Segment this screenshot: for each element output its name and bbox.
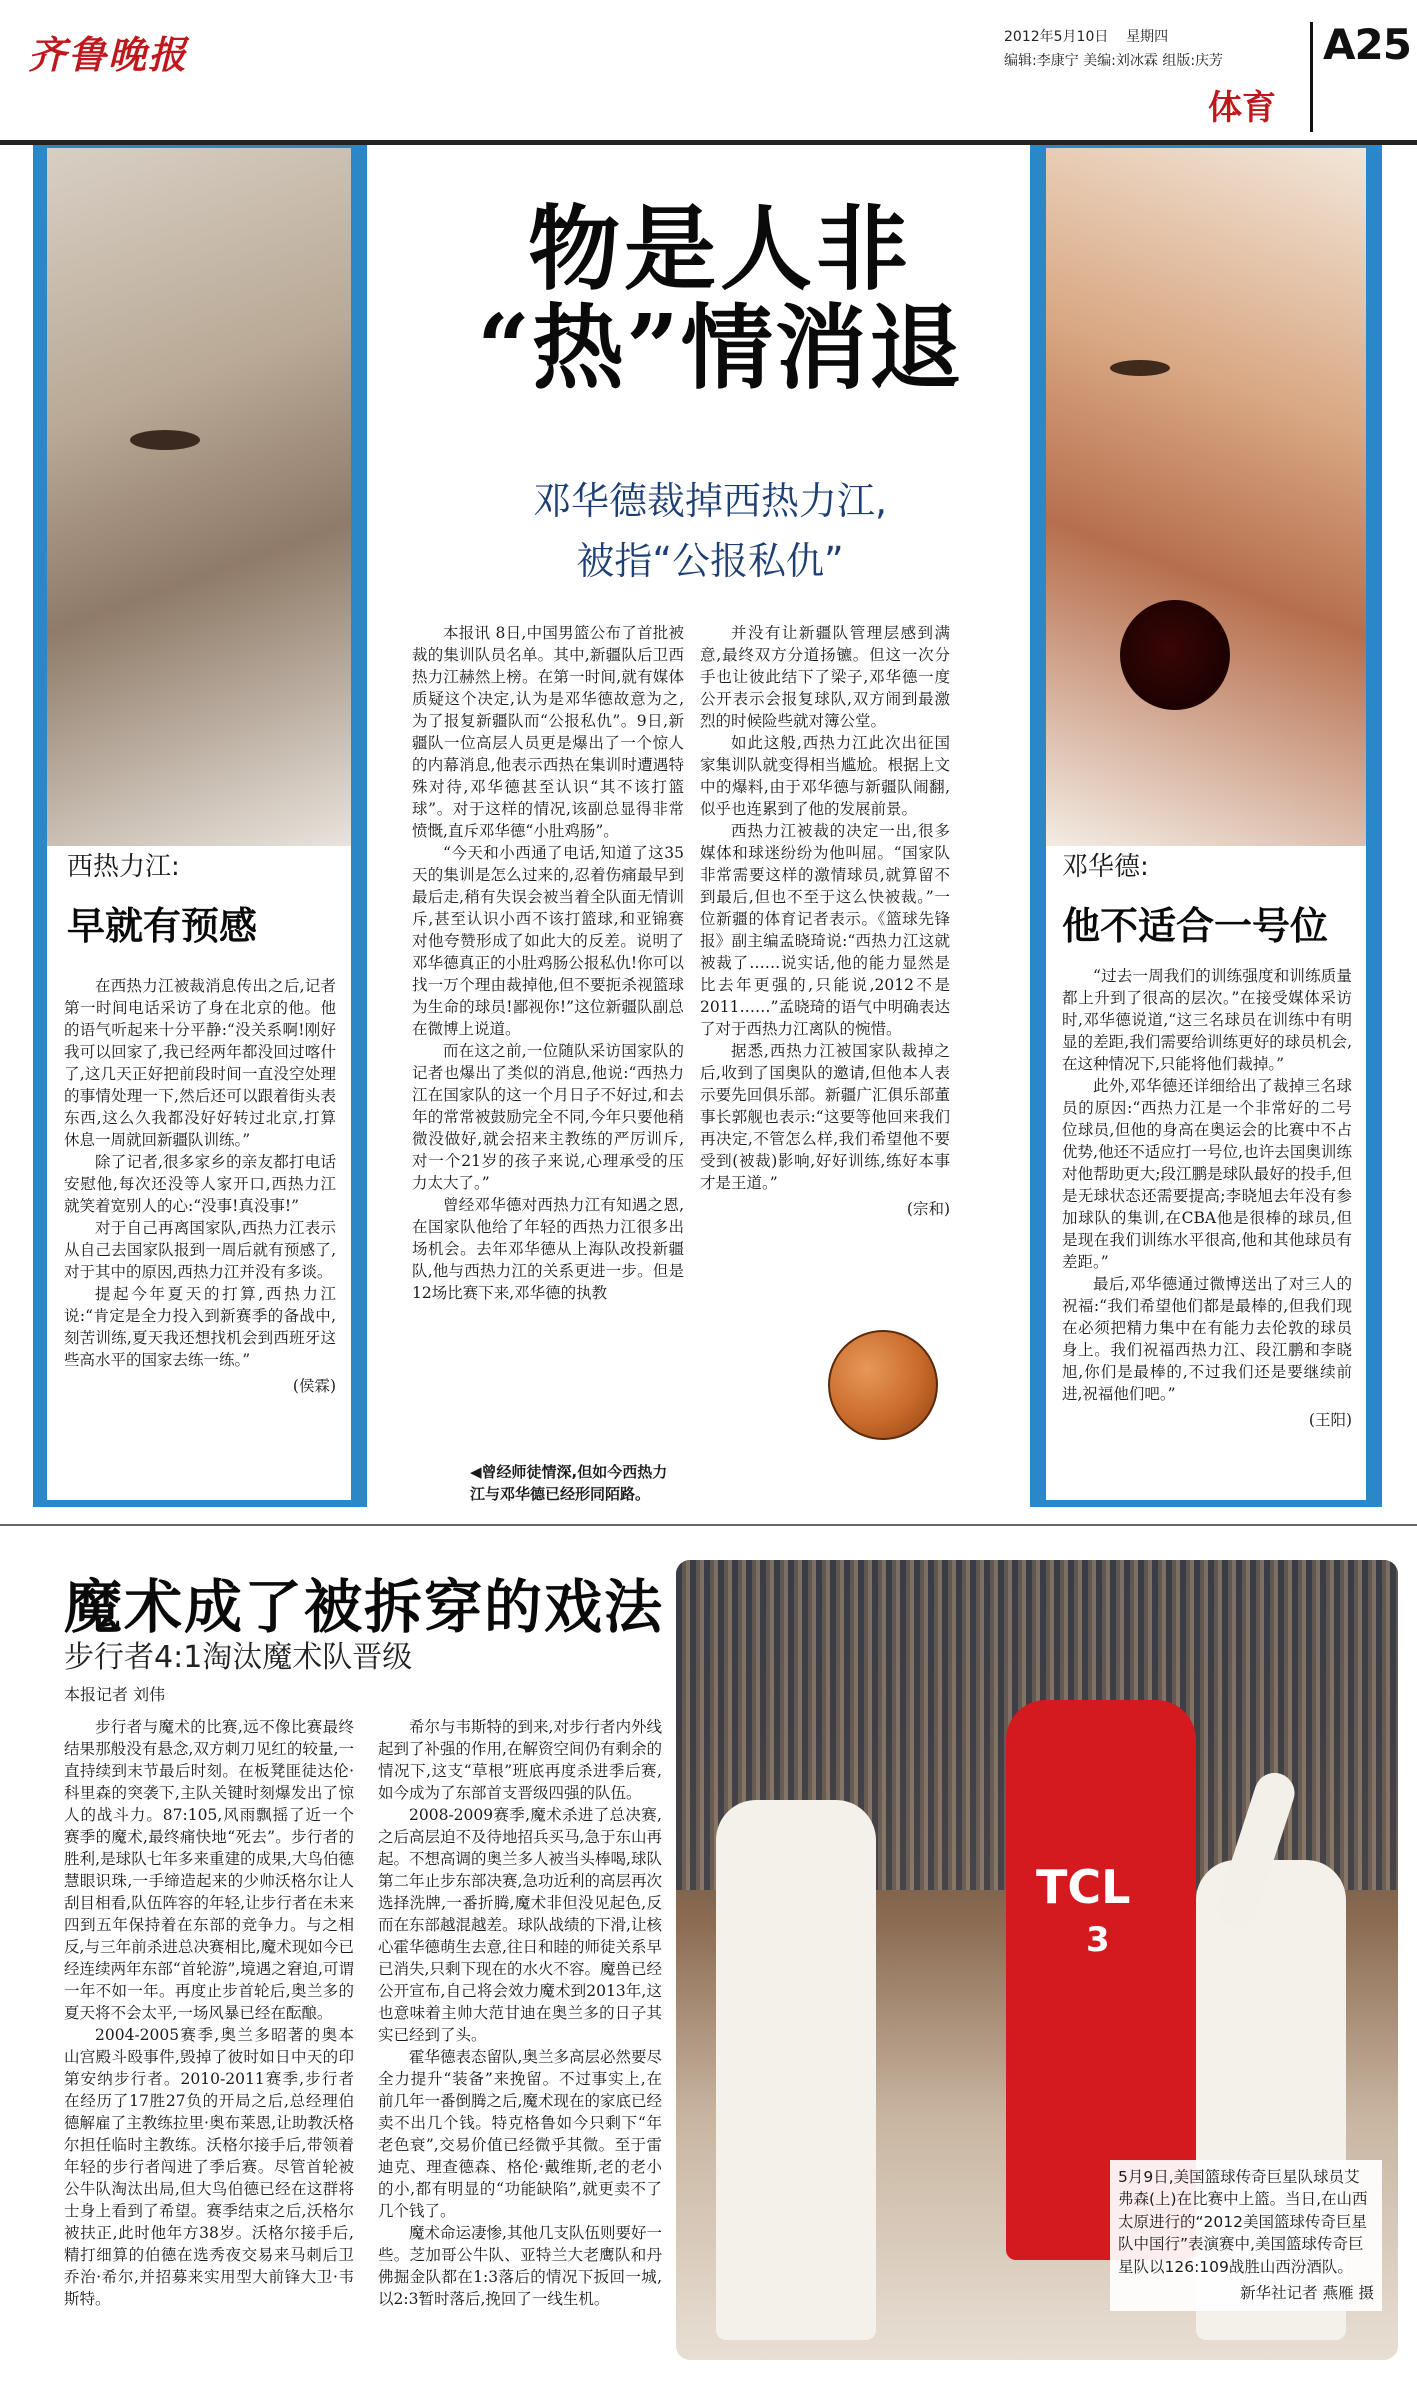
bottom-subheadline: 步行者4:1淘汰魔术队晋级 — [64, 1640, 413, 1675]
bottom-col-2 — [378, 1716, 662, 2310]
side-quote: 早就有预感 — [67, 904, 258, 948]
photo-player — [716, 1800, 876, 2340]
subheadline-line-2: 被指“公报私仇” — [576, 539, 844, 583]
jersey-number: 3 — [1086, 1920, 1110, 1960]
paragraph: 希尔与韦斯特的到来,对步行者内外线起到了补强的作用,在解资空间仍有剩余的情况下,这支“草根”班底再度杀进季后赛,如今成为了东部首支晋级四强的队伍。 — [378, 1718, 662, 1802]
paragraph: 魔术命运凄惨,其他几支队伍则要好一些。芝加哥公牛队、亚特兰大老鹰队和丹佛掘金队都在1:3落后的情况下扳回一城,以2:3暂时落后,挽回了一线生机。 — [378, 2224, 662, 2308]
left-side-body — [64, 975, 336, 1397]
section-name: 体育 — [1208, 88, 1276, 128]
bottom-headline: 魔术成了被拆穿的戏法 — [64, 1573, 665, 1641]
left-side-header — [47, 846, 351, 950]
photo-deng-huade — [1046, 148, 1366, 846]
paragraph: 2004-2005赛季,奥兰多昭著的奥本山宫殿斗殴事件,毁掉了彼时如日中天的印第安纳步行者。2010-2011赛季,步行者在经历了17胜27负的开局之后,总经理伯德解雇了主教练拉里·奥布莱恩,让助教沃格尔担任临时主教练。沃格尔接手后,带领着年轻的步行者闯进了季后赛。尽管首轮被公牛队淘汰出局,但大鸟伯德已经在这群将士身上看到了希望。赛季结束之后,沃格尔被扶正,此时他年方38岁。沃格尔接手后,精打细算的伯德在选秀夜交易来马刺后卫乔治·希尔,并招募来实用型大前锋大卫·韦斯特。 — [64, 2026, 354, 2308]
paragraph: 最后,邓华德通过微博送出了对三人的祝福:“我们希望他们都是最棒的,但我们现在必须把精力集中在有能力去伦敦的球员身上。我们祝福西热力江、段江鹏和李晓旭,你们是最棒的,不过我们还是要继续前进,祝福他们吧。” — [1062, 1275, 1352, 1403]
basketball-icon — [828, 1330, 938, 1440]
editors-line: 编辑:李康宁 美编:刘冰霖 组版:庆芳 — [1004, 53, 1224, 69]
weekday: 星期四 — [1126, 29, 1169, 45]
paragraph: “今天和小西通了电话,知道了这35天的集训是怎么过来的,忍着伤痛最早到最后走,稍有失误会被当着全队面无情训斥,甚至认识小西不该打篮球,和亚锦赛对他夸赞形成了如此大的反差。说明了邓华德真正的小肚鸡肠公报私仇!你可以找一万个理由裁掉他,但不要扼杀视篮球为生命的球员!鄙视你!”这位新疆队副总在微博上说道。 — [412, 844, 684, 1038]
newspaper-logo: 齐鲁晚报 — [28, 32, 189, 77]
dateline — [1004, 26, 1168, 46]
main-headline — [420, 195, 1020, 403]
paragraph: 如此这般,西热力江此次出征国家集训队就变得相当尴尬。根据上文中的爆料,由于邓华德与新疆队闹翻,似乎也连累到了他的发展前景。 — [700, 734, 950, 818]
paragraph: 并没有让新疆队管理层感到满意,最终双方分道扬镳。但这一次分手也让彼此结下了梁子,邓华德一度公开表示会报复球队,双方闹到最激烈的时候险些就对簿公堂。 — [700, 624, 950, 730]
paragraph: 据悉,西热力江被国家队裁掉之后,收到了国奥队的邀请,但他本人表示要先回俱乐部。新疆广汇俱乐部董事长郭舰也表示:“这要等他回来我们再决定,不管怎么样,我们希望他不要受到(被裁)影响,好好训练,练好本事才是王道。” — [700, 1042, 950, 1192]
headline-line-1: 物是人非 — [527, 195, 912, 303]
paragraph: 曾经邓华德对西热力江有知遇之恩,在国家队他给了年轻的西热力江很多出场机会。去年邓华德从上海队改投新疆队,他与西热力江的关系更进一步。但是12场比赛下来,邓华德的执教 — [412, 1196, 684, 1302]
paragraph: 本报讯 8日,中国男篮公布了首批被裁的集训队员名单。其中,新疆队后卫西热力江赫然上榜。在第一时间,就有媒体质疑这个决定,认为是邓华德故意为之,为了报复新疆队而“公报私仇”。9日,新疆队一位高层人员更是爆出了一个惊人的内幕消息,他表示西热在集训时遭遇特殊对待,邓华德甚至认识“其不该打篮球”。对于这样的情况,该副总显得非常愤慨,直斥邓华德“小肚鸡肠”。 — [412, 624, 684, 840]
bottom-byline: 本报记者 刘伟 — [64, 1685, 166, 1704]
jersey-brand: TCL — [1036, 1860, 1131, 1914]
subheadline-line-1: 邓华德裁掉西热力江, — [532, 479, 888, 523]
side-name: 西热力江: — [67, 852, 180, 882]
paragraph: 步行者与魔术的比赛,远不像比赛最终结果那般没有悬念,双方刺刀见红的较量,一直持续到末节最后时刻。在板凳匪徒达伦·科里森的突袭下,主队关键时刻爆发出了惊人的战斗力。87:105,风雨飘摇了近一个赛季的魔术,最终痛快地“死去”。步行者的胜利,是球队七年多来重建的成果,大鸟伯德慧眼识珠,一手缔造起来的少帅沃格尔让人刮目相看,队伍阵容的年轻,让步行者在未来四到五年保持着在东部的竞争力。与之相反,与三年前杀进总决赛相比,魔术现如今已经连续两年东部“首轮游”,境遇之窘迫,可谓一年不如一年。再度止步首轮后,奥兰多的夏天将不会太平,一场风暴已经在酝酿。 — [64, 1718, 354, 2022]
bottom-col-1 — [64, 1716, 354, 2310]
paragraph: 2008-2009赛季,魔术杀进了总决赛,之后高层迫不及待地招兵买马,急于东山再起。不想高调的奥兰多人被当头棒喝,球队第二年止步东部决赛,急功近利的高层再次选择洗牌,一番折腾,魔术非但没见起色,反而在东部越混越差。球队战绩的下滑,让核心霍华德萌生去意,往日和睦的师徒关系早已消失,只剩下现在的水火不容。魔兽已经公开宣布,自己将会效力魔术到2013年,这也意味着主帅大范甘迪在奥兰多的日子其实已经到了头。 — [378, 1806, 662, 2044]
photo-detail — [1120, 600, 1230, 710]
photo-xireli — [47, 148, 351, 846]
photo-detail — [130, 430, 200, 450]
paragraph: 提起今年夏天的打算,西热力江说:“肯定是全力投入到新赛季的备战中,刻苦训练,夏天我还想找机会到西班牙这些高水平的国家去练一练。” — [64, 1285, 336, 1369]
caption-text: 5月9日,美国篮球传奇巨星队球员艾弗森(上)在比赛中上篮。当日,在山西太原进行的“2012美国篮球传奇巨星队中国行”表演赛中,美国篮球传奇巨星队以126:109战胜山西汾酒队。 — [1118, 2168, 1368, 2276]
photo-credit: 新华社记者 燕雁 摄 — [1240, 2284, 1374, 2303]
paragraph: “过去一周我们的训练强度和训练质量都上升到了很高的层次。”在接受媒体采访时,邓华德说道,“这三名球员在训练中有明显的差距,我们需要给训练更好的球员机会,在这种情况下,只能将他们裁掉。” — [1062, 967, 1352, 1073]
photo-caption-middle: ◀曾经师徒情深,但如今西热力江与邓华德已经形同陌路。 — [470, 1463, 668, 1503]
byline: (王阳) — [1308, 1411, 1352, 1429]
right-side-body — [1062, 965, 1352, 1431]
paragraph: 对于自己再离国家队,西热力江表示从自己去国家队报到一周后就有预感了,对于其中的原因,西热力江并没有多谈。 — [64, 1219, 336, 1281]
paragraph: 霍华德表态留队,奥兰多高层必然要尽全力提升“装备”来挽留。不过事实上,在前几年一番倒腾之后,魔术现在的家底已经卖不出几个钱。特克格鲁如今只剩下“年老色衰”,交易价值已经微乎其微。至于雷迪克、理查德森、格伦·戴维斯,老的老小的小,都有明显的“功能缺陷”,就更卖不了几个钱了。 — [378, 2048, 662, 2220]
photo-detail — [1110, 360, 1170, 376]
side-quote: 他不适合一号位 — [1062, 904, 1329, 948]
paragraph: 此外,邓华德还详细给出了裁掉三名球员的原因:“西热力江是一个非常好的二号位球员,但他的身高在奥运会的比赛中不占优势,他还不适应打一号位,也许去国奥训练对他帮助更大;段江鹏是球队最好的投手,但是无球状态还需要提高;李晓旭去年没有参加球队的集训,在CBA他是很棒的球员,但是现在我们训练水平很高,他和其他球员有差距。” — [1062, 1077, 1352, 1271]
side-name: 邓华德: — [1062, 852, 1149, 882]
section-rule — [0, 1524, 1417, 1526]
masthead-divider — [1310, 22, 1313, 132]
right-side-header — [1046, 846, 1366, 950]
photo-caption-bottom — [1110, 2160, 1382, 2311]
middle-col-2 — [700, 622, 950, 1220]
byline: (宗和) — [906, 1200, 950, 1218]
middle-col-1 — [412, 622, 684, 1304]
paragraph: 西热力江被裁的决定一出,很多媒体和球迷纷纷为他叫屈。“国家队非常需要这样的激情球员,就算留不到最后,但也不至于这么快被裁。”一位新疆的体育记者表示。《篮球先锋报》副主编孟晓琦说:“西热力江这就被裁了……说实话,他的能力显然是比去年更强的,只能说,2012不是2011……”孟晓琦的语气中明确表达了对于西热力江离队的惋惜。 — [700, 822, 950, 1038]
headline-line-2: “热”情消退 — [477, 294, 963, 403]
paragraph: 而在这之前,一位随队采访国家队的记者也爆出了类似的消息,他说:“西热力江在国家队的这一个月日子不好过,和去年的常常被鼓励完全不同,今年只要他稍微没做好,就会招来主教练的严厉训斥,对一个21岁的孩子来说,心理承受的压力太大了。” — [412, 1042, 684, 1192]
page-number: A25 — [1323, 20, 1411, 69]
paragraph: 在西热力江被裁消息传出之后,记者第一时间电话采访了身在北京的他。他的语气听起来十分平静:“没关系啊!刚好我可以回家了,我已经两年都没回过喀什了,这几天正好把前段时间一直没空处理的事情处理一下,然后还可以跟着街头表东西,这么久我都没好好转过北京,打算休息一周就回新疆队训练。” — [64, 977, 336, 1149]
date: 2012年5月10日 — [1004, 29, 1109, 45]
paragraph: 除了记者,很多家乡的亲友都打电话安慰他,每次还没等人家开口,西热力江就笑着宽别人的心:“没事!真没事!” — [64, 1153, 336, 1215]
byline: (侯霖) — [292, 1377, 336, 1395]
